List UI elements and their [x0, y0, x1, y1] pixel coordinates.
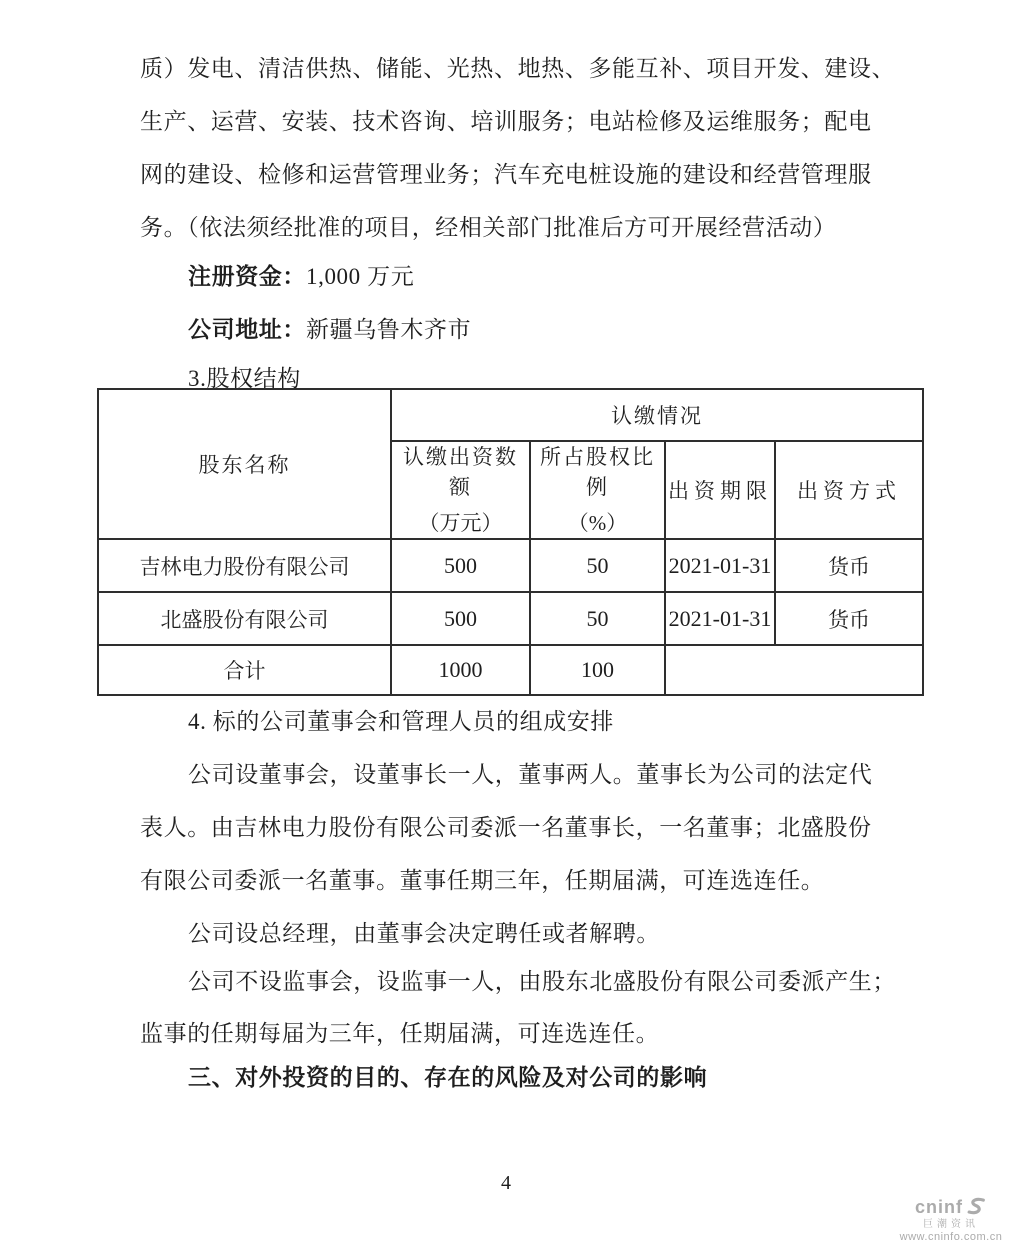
company-address-label: 公司地址：	[188, 317, 306, 342]
cninfo-logo-icon	[965, 1196, 987, 1218]
cell-total-amount: 1000	[391, 645, 530, 695]
cninfo-url: www.cninfo.com.cn	[899, 1231, 1003, 1243]
general-manager-line: 公司设总经理，由董事会决定聘任或者解聘。	[188, 921, 660, 946]
cninfo-chinese-name: 巨潮资讯	[923, 1219, 979, 1230]
header-line: 所占股权比例	[540, 445, 655, 499]
cell-shareholder-name: 吉林电力股份有限公司	[98, 539, 391, 592]
business-scope-line: 生产、运营、安装、技术咨询、培训服务；电站检修及运维服务；配电	[140, 109, 872, 134]
supervisor-paragraph-line: 监事的任期每届为三年，任期届满，可连选连任。	[140, 1021, 660, 1046]
cell-total-label: 合计	[98, 645, 391, 695]
section-4-heading: 4. 标的公司董事会和管理人员的组成安排	[188, 709, 614, 734]
cell-method: 货币	[775, 592, 923, 645]
table-header-shareholder: 股东名称	[98, 389, 391, 539]
business-scope-line: 质）发电、清洁供热、储能、光热、地热、多能互补、项目开发、建设、	[140, 56, 896, 81]
cell-shareholder-name: 北盛股份有限公司	[98, 592, 391, 645]
business-scope-line: 网的建设、检修和运营管理业务；汽车充电桩设施的建设和经营管理服	[140, 162, 872, 187]
table-total-row	[98, 645, 923, 695]
table-header-subscription-group: 认缴情况	[391, 389, 923, 441]
supervisor-paragraph-line: 公司不设监事会，设监事一人，由股东北盛股份有限公司委派产生；	[188, 969, 896, 994]
cell-method: 货币	[775, 539, 923, 592]
cell-total-empty	[665, 645, 923, 695]
equity-structure-heading: 3.股权结构	[188, 366, 301, 391]
cninfo-brand-text: cninf	[915, 1197, 963, 1217]
table-row	[98, 539, 923, 592]
header-line: 认缴出资数额	[403, 445, 518, 499]
cell-deadline: 2021-01-31	[665, 539, 775, 592]
registered-capital-line	[188, 258, 948, 291]
registered-capital-label: 注册资金：	[188, 264, 306, 289]
company-address-value: 新疆乌鲁木齐市	[306, 317, 472, 342]
cell-subscribed-amount: 500	[391, 592, 530, 645]
company-address-line	[188, 311, 948, 344]
equity-structure-table	[97, 388, 924, 696]
table-header-equity-ratio	[530, 441, 665, 539]
header-line: （%）	[567, 511, 628, 535]
table-header-subscribed-amount	[391, 441, 530, 539]
cell-subscribed-amount: 500	[391, 539, 530, 592]
cell-deadline: 2021-01-31	[665, 592, 775, 645]
cell-equity-ratio: 50	[530, 592, 665, 645]
table-row	[98, 592, 923, 645]
table-header-contribution-method: 出资方式	[775, 441, 923, 539]
cninfo-watermark	[888, 1196, 1014, 1243]
header-line: （万元）	[418, 511, 503, 535]
business-scope-line: 务。（依法须经批准的项目，经相关部门批准后方可开展经营活动）	[140, 215, 837, 240]
registered-capital-value: 1,000 万元	[306, 264, 415, 289]
board-paragraph-line: 公司设董事会，设董事长一人，董事两人。董事长为公司的法定代	[188, 762, 873, 787]
section-3-heading: 三、对外投资的目的、存在的风险及对公司的影响	[188, 1065, 708, 1090]
table-header-contribution-deadline: 出资期限	[665, 441, 775, 539]
board-paragraph-line: 有限公司委派一名董事。董事任期三年，任期届满，可连选连任。	[140, 868, 825, 893]
cell-total-ratio: 100	[530, 645, 665, 695]
cell-equity-ratio: 50	[530, 539, 665, 592]
board-paragraph-line: 表人。由吉林电力股份有限公司委派一名董事长，一名董事；北盛股份	[140, 815, 872, 840]
page-number: 4	[501, 1172, 511, 1194]
